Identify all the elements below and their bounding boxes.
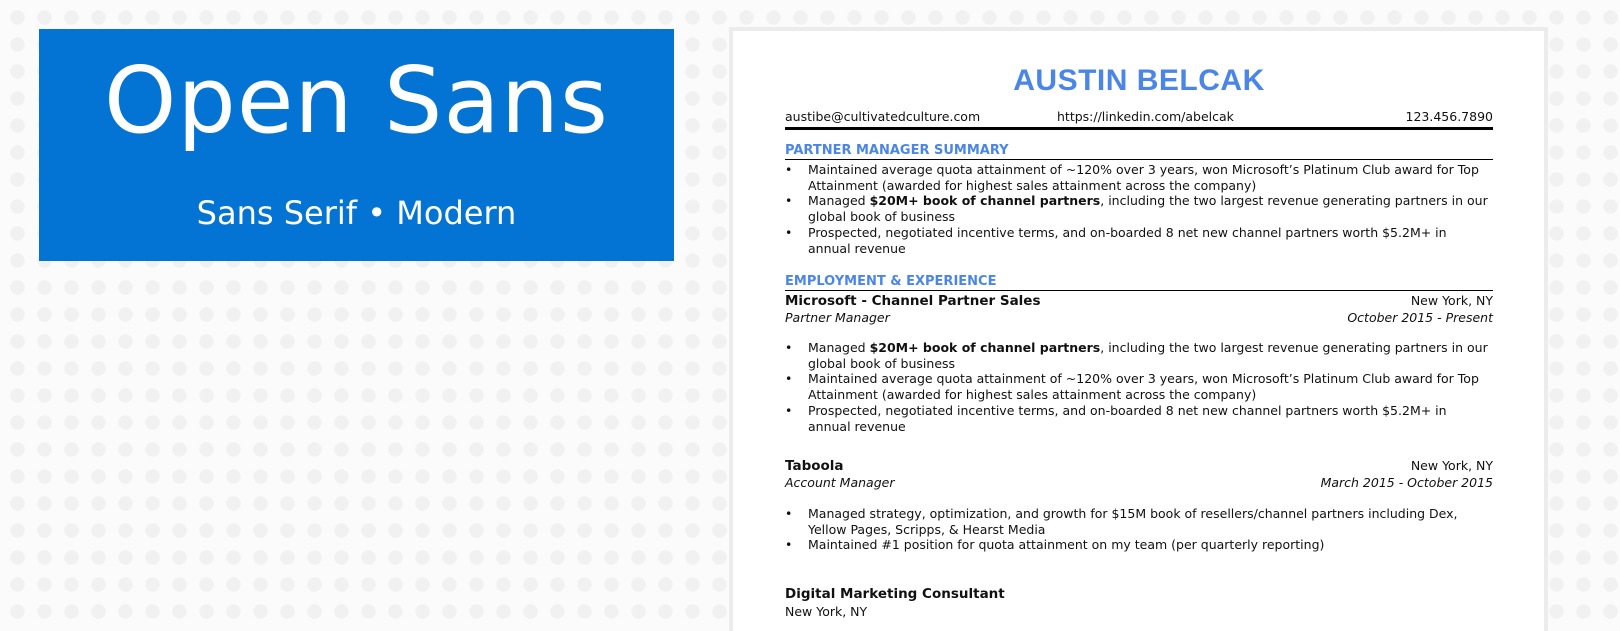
job-dates: October 2015 - Present <box>1347 310 1493 325</box>
list-item: • Prospected, negotiated incentive terms, and on-boarded 8 net new channel partners worth $5.2M+ in annual revenue <box>785 403 1493 434</box>
contact-phone: 123.456.7890 <box>1405 109 1493 124</box>
resume-document <box>733 31 1544 631</box>
job-dates: March 2015 - October 2015 <box>1320 475 1493 490</box>
contact-row <box>785 109 1493 130</box>
banner-title: Open Sans <box>104 47 609 154</box>
job-role-row <box>785 310 1493 326</box>
job-header <box>785 458 1493 476</box>
contact-email: austibe@cultivatedculture.com <box>785 109 981 124</box>
section-heading-experience: EMPLOYMENT & EXPERIENCE <box>785 274 1493 291</box>
job-bullets <box>785 340 1493 434</box>
list-item: • Maintained average quota attainment of ~120% over 3 years, won Microsoft’s Platinum Club award for Top Attainment (awarded for highest sales attainment across the company) <box>785 371 1493 402</box>
list-item: • Maintained average quota attainment of ~120% over 3 years, won Microsoft’s Platinum Club award for Top Attainment (awarded for highest sales attainment across the company) <box>785 162 1493 193</box>
contact-linkedin: https://linkedin.com/abelcak <box>1057 109 1234 124</box>
job-role-row <box>785 475 1493 491</box>
resume-name: AUSTIN BELCAK <box>1013 64 1265 97</box>
job-role: Partner Manager <box>785 310 890 325</box>
job-location: New York, NY <box>785 604 868 619</box>
list-item: • Maintained #1 position for quota attainment on my team (per quarterly reporting) <box>785 537 1493 553</box>
job-company: Microsoft - Channel Partner Sales <box>785 293 1041 309</box>
job-bullets <box>785 506 1493 553</box>
job-company: Digital Marketing Consultant <box>785 586 1005 602</box>
banner-subtitle: Sans Serif • Modern <box>196 194 517 232</box>
list-item: • Prospected, negotiated incentive terms, and on-boarded 8 net new channel partners worth $5.2M+ in annual revenue <box>785 225 1493 256</box>
job-role: Account Manager <box>785 475 895 490</box>
section-heading-summary: PARTNER MANAGER SUMMARY <box>785 143 1493 160</box>
job-header <box>785 586 1493 604</box>
list-item: • Managed strategy, optimization, and growth for $15M book of resellers/channel partners including Dex, Yellow Pages, Scripps, & Hearst Media <box>785 506 1493 537</box>
job-company: Taboola <box>785 458 844 474</box>
job-location: New York, NY <box>1410 458 1493 473</box>
list-item: • Managed $20M+ book of channel partners, including the two largest revenue generating partners in our global book of business <box>785 193 1493 224</box>
list-item: • Managed $20M+ book of channel partners, including the two largest revenue generating partners in our global book of business <box>785 340 1493 371</box>
font-banner <box>39 29 674 261</box>
summary-bullets <box>785 162 1493 256</box>
job-location: New York, NY <box>1410 293 1493 308</box>
job-header <box>785 293 1493 311</box>
